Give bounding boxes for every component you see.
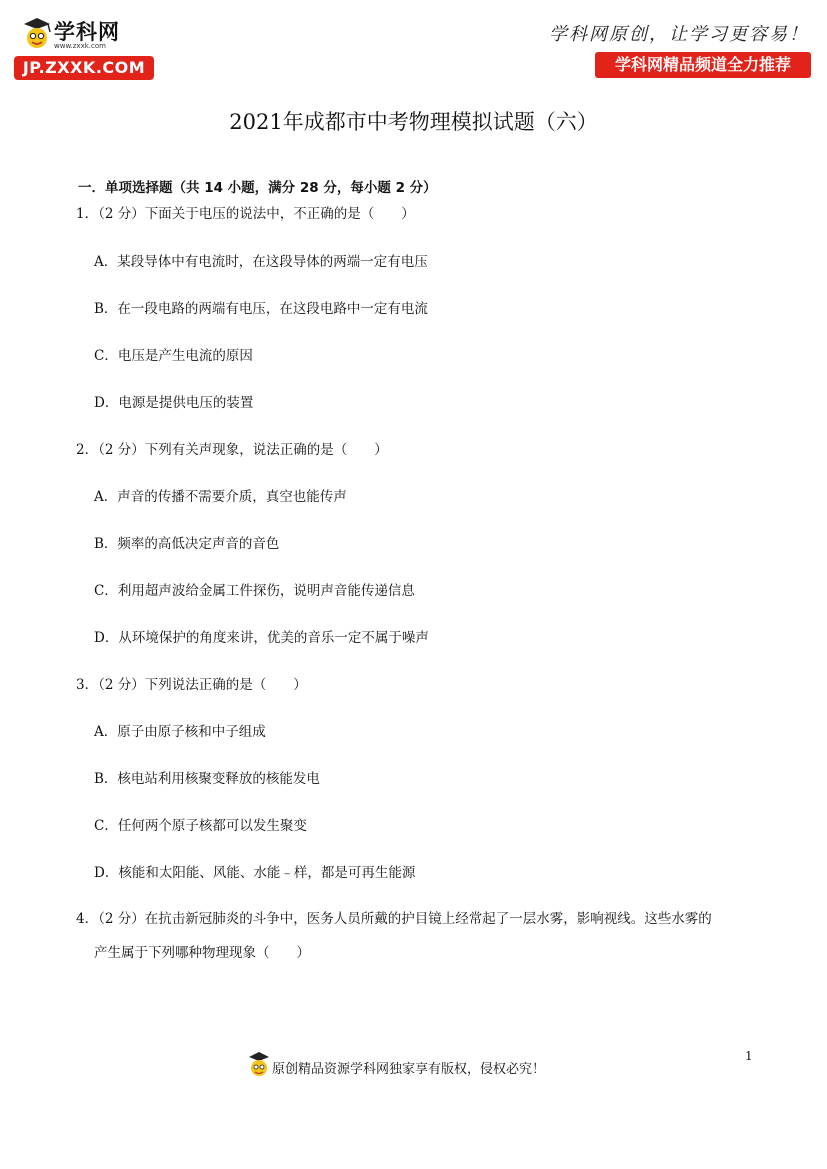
logo-text: 学科网 xyxy=(54,20,120,44)
question-2-stem: 2．（2 分）下列有关声现象，说法正确的是（ ） xyxy=(76,442,388,458)
logo-url: www.zxxk.com xyxy=(54,42,106,50)
copyright-notice: 原创精品资源学科网独家享有版权，侵权必究！ xyxy=(272,1062,546,1077)
question-1-option-d: D．电源是提供电压的装置 xyxy=(94,395,254,411)
question-4-stem-continued: 产生属于下列哪种物理现象（ ） xyxy=(94,945,310,961)
section-heading: 一．单项选择题（共 14 小题，满分 28 分，每小题 2 分） xyxy=(78,180,437,196)
question-3-option-b: B．核电站利用核聚变释放的核能发电 xyxy=(94,771,320,787)
question-4-stem: 4．（2 分）在抗击新冠肺炎的斗争中，医务人员所戴的护目镜上经常起了一层水雾，影响视线。这些水雾的 xyxy=(76,911,712,927)
site-logo[interactable] xyxy=(14,14,156,82)
question-1-option-a: A．某段导体中有电流时，在这段导体的两端一定有电压 xyxy=(94,254,428,270)
question-2-option-a: A．声音的传播不需要介质，真空也能传声 xyxy=(94,489,347,505)
question-1-stem: 1．（2 分）下面关于电压的说法中，不正确的是（ ） xyxy=(76,206,415,222)
page-number: 1 xyxy=(745,1049,753,1063)
question-3-option-c: C．任何两个原子核都可以发生聚变 xyxy=(94,818,307,834)
mascot-icon xyxy=(246,1050,272,1080)
question-3-option-a: A．原子由原子核和中子组成 xyxy=(94,724,266,740)
jp-zxxk-badge[interactable]: JP.ZXXK.COM xyxy=(14,56,154,80)
page-title: 2021年成都市中考物理模拟试题（六） xyxy=(229,110,598,134)
question-2-option-d: D．从环境保护的角度来讲，优美的音乐一定不属于噪声 xyxy=(94,630,429,646)
question-2-option-b: B．频率的高低决定声音的音色 xyxy=(94,536,280,552)
mascot-icon xyxy=(20,16,54,52)
slogan: 学科网原创，让学习更容易！ xyxy=(549,24,809,45)
question-3-stem: 3．（2 分）下列说法正确的是（ ） xyxy=(76,677,307,693)
question-2-option-c: C．利用超声波给金属工件探伤，说明声音能传递信息 xyxy=(94,583,415,599)
question-1-option-b: B．在一段电路的两端有电压，在这段电路中一定有电流 xyxy=(94,301,428,317)
question-3-option-d: D．核能和太阳能、风能、水能﹣样，都是可再生能源 xyxy=(94,865,416,881)
question-1-option-c: C．电压是产生电流的原因 xyxy=(94,348,253,364)
channel-badge[interactable]: 学科网精品频道全力推荐 xyxy=(595,52,811,78)
